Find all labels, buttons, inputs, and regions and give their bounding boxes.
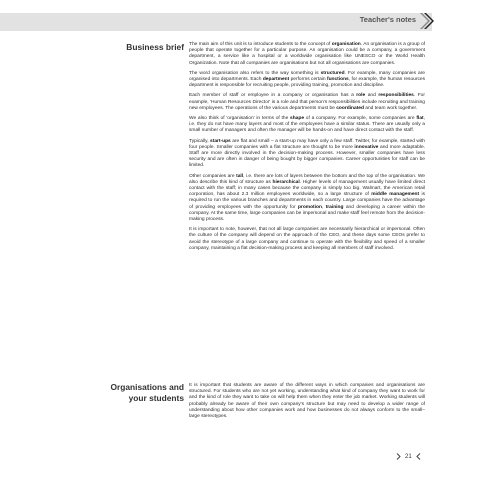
text-run: is required to run the various branches and departments in each country. Large companies have the advantage of providing employees with the opportunity for <box>189 192 425 210</box>
text-run: . For example, many companies are organised into departments. Each <box>189 70 425 83</box>
page-number <box>396 453 421 460</box>
chevron-right-icon <box>420 11 436 31</box>
body-paragraph <box>189 174 425 224</box>
body-paragraph <box>189 71 425 90</box>
text-run: Typically, <box>189 138 211 144</box>
text-run: The main aim of this unit is to introduce students to the concept of <box>189 42 332 47</box>
key-term: hierarchical <box>272 179 300 185</box>
text-run: , i.e. they do not have many layers and most of the employees have a similar status. There are usually only a small number of managers and often the manager will be hands-on and have direct contact with the staff. <box>189 116 425 134</box>
text-run: are flat and small – a start-up may have only a few staff. Twitter, for example, started with four people. Smaller companies with a flat structure are thought to be more <box>189 138 426 150</box>
text-run: , i.e. there are lots of layers between the bottom and the top of the organisation. We also describe this kind of structure as <box>189 173 426 185</box>
running-header-title: Teacher's notes <box>359 15 416 24</box>
body-paragraph <box>189 116 425 135</box>
key-term: organisation <box>331 42 361 47</box>
body-paragraph <box>189 139 425 170</box>
organisations-body <box>189 383 425 424</box>
text-run: We also think of 'organisation' in terms of the <box>189 116 291 122</box>
key-term: department <box>262 77 290 83</box>
text-run: of a company. For example, some companies are <box>304 116 417 122</box>
key-term: functions <box>326 77 349 83</box>
arrow-left-icon <box>415 453 421 460</box>
key-term: flat <box>416 116 424 122</box>
text-run: , <box>321 204 326 210</box>
text-run: It is important that students are aware of the different ways in which companies and organisations are structured. For students who are not yet working, understanding what kind of company they want to work for and the kind of role they want to take on will help them when they enter the job market. Working students will probably already be aware of their own company's structure but may need to develop a wider range of understanding about how other companies work and how businesses do not always conform to the small–large stereotypes. <box>189 383 425 420</box>
text-run: and team work together. <box>363 105 418 111</box>
key-term: role <box>356 93 366 99</box>
text-run: and <box>365 93 379 99</box>
key-term: start-ups <box>210 138 231 144</box>
key-term: promotion <box>297 204 322 210</box>
page-number-label: 21 <box>405 453 412 460</box>
text-run: It is important to note, however, that not all large companies are necessarily hierarchical or impersonal. Often the culture of the company will depend on the approach of the CEO, and these days some CEOs prefer to avoid the stereotype of a large company and continue to operate with the flexibility and speed of a smaller company, maintaining a flat decision-making process and keeping all members of staff involved. <box>189 227 425 251</box>
key-term: tall <box>236 173 244 179</box>
body-paragraph <box>189 93 425 112</box>
key-term: innovative <box>354 144 379 150</box>
key-term: shape <box>290 116 305 122</box>
business-brief-body <box>189 42 425 256</box>
text-run: performs certain <box>289 77 327 83</box>
key-term: training <box>325 204 344 210</box>
text-run: . An organisation is a group of people that operate together for a particular purpose. An organisation could be a company, a government department, a service like a hospital or a worldwide organisation like UNESCO or the World Health Organization. Note that all companies are organisations but not all organisations are companies. <box>189 42 425 66</box>
text-run: . Higher levels of management usually have limited direct contact with the staff; in many cases because the company is simply too big. Walmart, the American retail corporation, has about 2.3 million employees worldwide, so a large structure of <box>189 179 426 198</box>
key-term: responsibilities <box>378 93 414 99</box>
key-term: structured <box>320 70 345 76</box>
text-run: and more adaptable. Staff are more directly involved in the decision-making process. However, smaller companies have less security and are often in danger of being bought by bigger companies. Career opportunities for staff can be limited. <box>189 144 426 169</box>
organisations-heading: Organisations and your students <box>110 382 184 403</box>
text-run: and developing a career within the company. At the same time, large companies can be impersonal and make staff feel remote from the decision-making process. <box>189 204 425 223</box>
key-term: coordinated <box>336 105 364 111</box>
key-term: middle management <box>371 192 420 198</box>
text-run: Each member of staff or employee in a company or organisation has a <box>189 93 357 99</box>
text-run: The word organisation also refers to the way something is <box>189 70 321 76</box>
text-run: , for example, the human resources department is responsible for recruiting people, providing training, promotion and discipline. <box>189 77 426 89</box>
body-paragraph <box>189 227 425 252</box>
text-run: Other companies are <box>189 173 237 179</box>
body-paragraph <box>189 383 425 420</box>
text-run: . For example, 'Human Resources Director' is a role and that person's responsibilities include recruiting and training new employees. The operations of the various departments must be <box>189 93 425 111</box>
arrow-right-icon <box>396 453 402 460</box>
business-brief-heading: Business brief <box>126 42 184 52</box>
body-paragraph <box>189 42 425 67</box>
